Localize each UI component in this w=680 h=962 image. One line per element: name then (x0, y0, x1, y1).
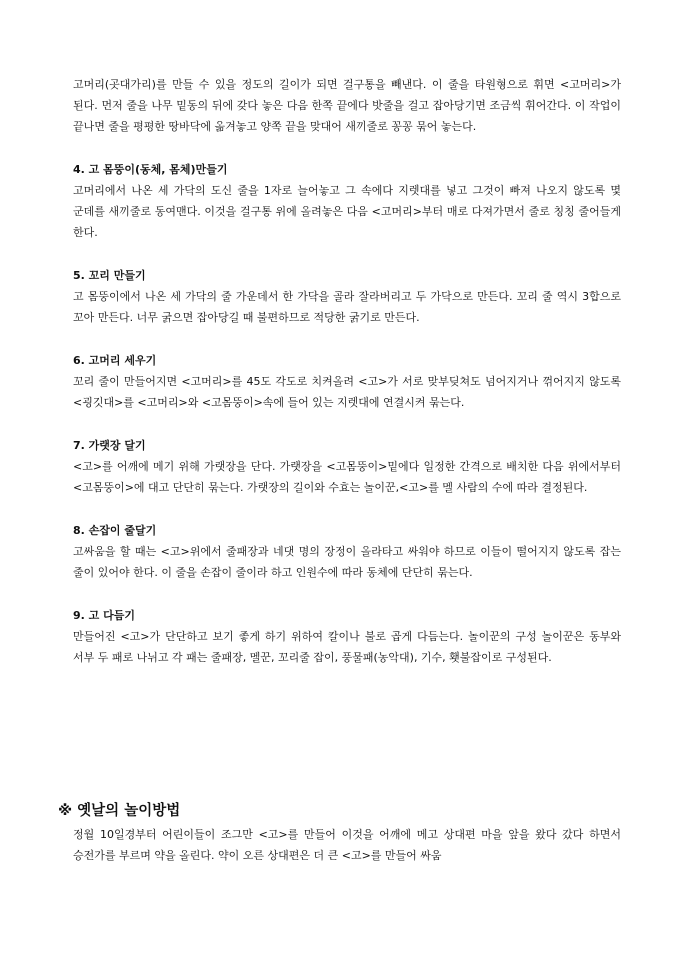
section-heading: 9. 고 다듬기 (73, 609, 135, 622)
document-body (73, 74, 621, 668)
section-heading: 7. 가랫장 달기 (73, 439, 146, 452)
section-head-raising (73, 351, 621, 413)
section-paragraph: 만들어진 <고>가 단단하고 보기 좋게 하기 위하여 칼이나 불로 곱게 다듬는다. 놀이꾼의 구성 놀이꾼은 동부와 서부 두 패로 나뉘고 각 패는 줄패장, 멜꾼, 꼬리줄 잡이, 풍물패(농악대), 기수, 횃불잡이로 구성된다. (73, 630, 621, 664)
intro-paragraph: 고머리(곳대가리)를 만들 수 있을 정도의 길이가 되면 걸구통을 빼낸다. 이 줄을 타원형으로 휘면 <고머리>가 된다. 먼저 줄을 나무 밑동의 뒤에 갖다 놓은 다음 한쪽 끝에다 밧줄을 걸고 잡아당기면 조금씩 휘어간다. 이 작업이 끝나면 줄을 평평한 땅바닥에 옮겨놓고 양쪽 끝을 맞대어 새끼줄로 꽁꽁 묶어 놓는다. (73, 78, 621, 133)
section-heading: 6. 고머리 세우기 (73, 354, 157, 367)
section-paragraph: 고머리에서 나온 세 가닥의 도신 줄을 1자로 늘어놓고 그 속에다 지렛대를 넣고 그것이 빠져 나오지 않도록 몇 군데를 새끼줄로 동여맨다. 이것을 걸구통 위에 올려놓은 다음 <고머리>부터 매로 다져가면서 줄로 칭칭 줄어들게 한다. (73, 184, 621, 239)
section-tail-making (73, 266, 621, 328)
section-paragraph: 고 몸뚱이에서 나온 세 가닥의 줄 가운데서 한 가닥을 골라 잘라버리고 두 가닥으로 만든다. 꼬리 줄 역시 3합으로 꼬아 만든다. 너무 굵으면 잡아당길 때 불편하므로 적당한 굵기로 만든다. (73, 290, 621, 324)
section-heading: 8. 손잡이 줄달기 (73, 524, 157, 537)
section-heading: 4. 고 몸뚱이(동체, 몸체)만들기 (73, 163, 228, 176)
section-paragraph: <고>를 어깨에 메기 위해 가랫장을 단다. 가랫장을 <고몸뚱이>밑에다 일정한 간격으로 배치한 다음 위에서부터 <고몸뚱이>에 대고 단단히 묶는다. 가랫장의 길이와 수효는 놀이꾼,<고>를 멜 사람의 수에 따라 결정된다. (73, 460, 621, 494)
section-paragraph: 꼬리 줄이 만들어지면 <고머리>를 45도 각도로 치켜올려 <고>가 서로 맞부딪쳐도 넘어지거나 꺾어지지 않도록 <굉깃대>를 <고머리>와 <고몸뚱이>속에 들어 있는 지렛대에 연결시켜 묶는다. (73, 375, 621, 409)
section-heading: 5. 꼬리 만들기 (73, 269, 146, 282)
section-finishing (73, 606, 621, 668)
section-paragraph: 고싸움을 할 때는 <고>위에서 줄패장과 네댓 명의 장정이 올라타고 싸워야 하므로 이들이 떨어지지 않도록 잡는 줄이 있어야 한다. 이 줄을 손잡이 줄이라 하고 인원수에 따라 동체에 단단히 묶는다. (73, 545, 621, 579)
section-body-making (73, 160, 621, 243)
section-carrying-poles (73, 436, 621, 498)
final-paragraph: 정월 10일경부터 어린이들이 조그만 <고>를 만들어 이것을 어깨에 메고 상대편 마을 앞을 왔다 갔다 하면서 승전가를 부르며 약을 올린다. 약이 오른 상대편은 더 큰 <고>를 만들어 싸움 (73, 828, 621, 862)
section-handle-rope (73, 521, 621, 583)
final-heading: ※ 옛날의 놀이방법 (58, 803, 181, 819)
